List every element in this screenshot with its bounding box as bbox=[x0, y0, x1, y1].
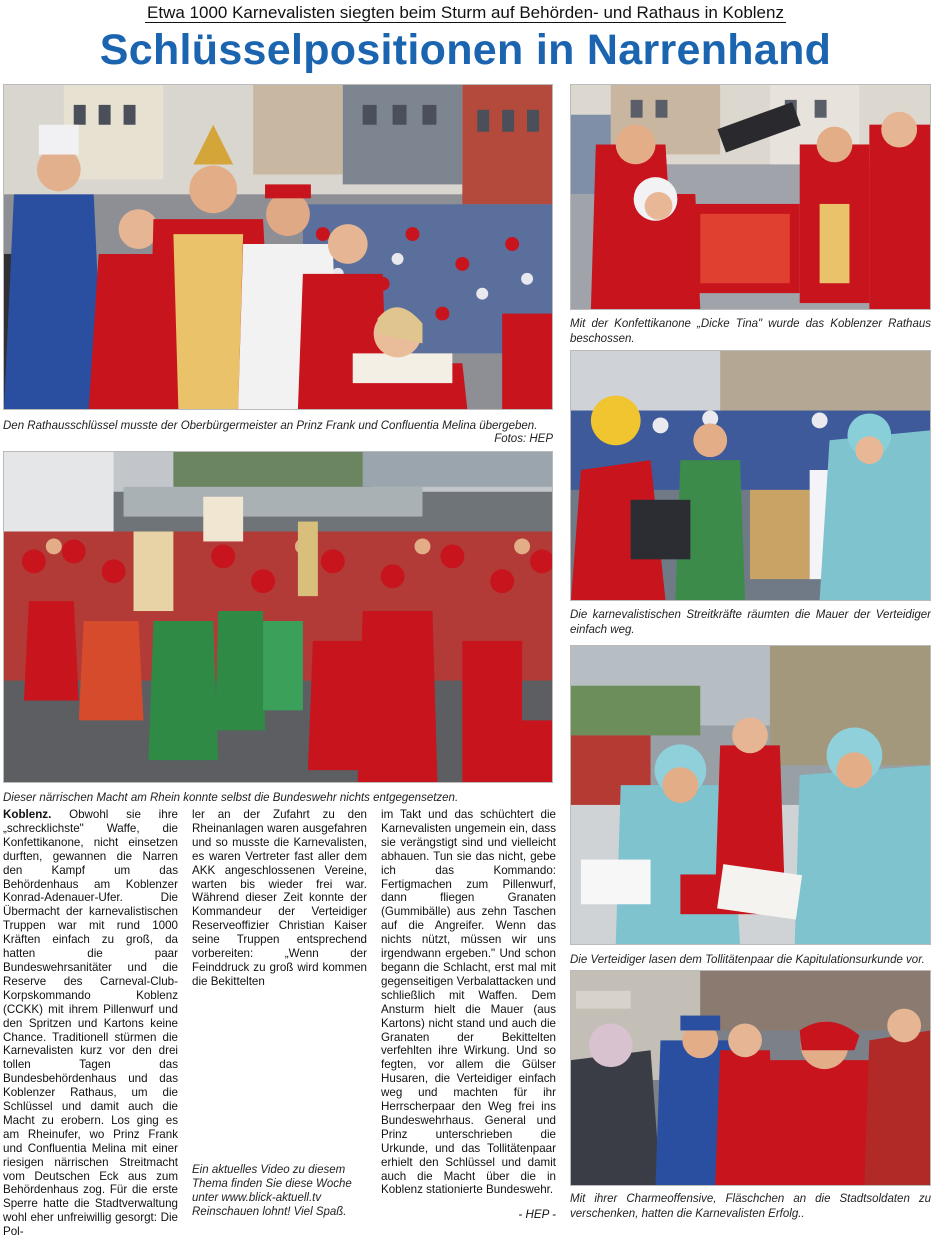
headline: Schlüsselpositionen in Narrenhand bbox=[99, 26, 832, 74]
caption-rhine-march: Dieser närrischen Macht am Rhein konnte selbst die Bundeswehr nichts entgegensetzen. bbox=[3, 792, 459, 804]
photo-wall-cleared bbox=[570, 350, 931, 601]
photo-credit: Fotos: HEP bbox=[494, 433, 553, 445]
caption-confetti-cannon: Mit der Konfettikanone „Dicke Tina" wurde das Koblenzer Rathaus beschossen. bbox=[570, 318, 931, 345]
article-text-3: im Takt und das schüchtert die Karnevalisten ungemein ein, dass sie verängstigt sind und vielleicht abhauen. Tun sie das nicht, gebe ich das Kommando: Fertigmachen zum Pillenwurf, dann fliegen Granaten (Gummibälle) aus zehn Taschen auf die Angreifer. Wenn das nichts nützt, müssen wir uns irgendwann ergeben." Und schon begann die Schlacht, erst mal mit gegenseitigen Verbalattacken und schließlich mit Waffen. Dem Ansturm hielt die Mauer (aus Kartons) nicht stand und auch die Granaten der Bekittelten verfehlten ihre Wirkung. Und so fegten, vor allem die Gülser Husaren, die Verteidiger einfach weg und machten für ihr Herrscherpaar den Weg frei ins Bundeswehrhaus. General und Prinz unterschrieben die Urkunde, und das Tollitätenpaar erhielt den Schlüssel und damit auch die Macht über die in Koblenz stationierte Bundeswehr. bbox=[381, 808, 556, 1197]
photo-confetti-cannon bbox=[570, 84, 931, 310]
article-text-2: ler an der Zufahrt zu den Rheinanlagen waren ausgefahren und so musste die Karnevalisten, es waren Vertreter fast aller dem AKK angeschlossenen Vereine, warten bis wieder frei war. Während dieser Zeit konnte der Kommandeur der Verteidiger Reserveoffizier Christian Kaiser seine Truppen entsprechend vorbereiten: „Wenn der Feinddruck zu groß wird kommen die Bekittelten bbox=[192, 808, 367, 988]
article-text-1: Obwohl sie ihre „schrecklichste" Waffe, die Konfettikanone, nicht einsetzen durften, gewannen die Narren den Kampf um das Behördenhaus am Koblenzer Konrad-Adenauer-Ufer. Die Übermacht der karnevalistischen Truppen war mit rund 1000 Kräften einfach zu groß, da hatten die paar Bundeswehrsanitäter und die Reserve des Carneval-Club-Korpskommando Koblenz (CCKK) mit ihrem Pillenwurf und den Spritzen und Kartons keine Chance. Traditionell stürmen die Karnevalisten kurz vor den drei tollen Tagen das Bundesbehördenhaus und das Koblenzer Rathaus, um die Schlüssel und damit auch die Macht zu erobern. Los ging es am Rheinufer, wo Prinz Frank und Confluentia Melina mit einer riesigen närrischen Streitmacht vom Deutschen Eck aus zum Behördenhaus zog. Für die erste Sperre hatte die Stadtverwaltung wohl eher unfreiwillig gesorgt: Die Pol- bbox=[3, 808, 178, 1239]
caption-capitulation: Die Verteidiger lasen dem Tollitätenpaar die Kapitulationsurkunde vor. bbox=[570, 954, 925, 966]
article-body bbox=[3, 808, 556, 1239]
photo-rhine-march bbox=[3, 451, 553, 783]
kicker: Etwa 1000 Karnevalisten siegten beim Sturm auf Behörden- und Rathaus in Koblenz bbox=[147, 3, 784, 22]
photo-capitulation bbox=[570, 645, 931, 945]
photo-charm-offensive bbox=[570, 970, 931, 1186]
article-column-3 bbox=[381, 808, 556, 1223]
caption-charm-offensive: Mit ihrer Charmeoffensive, Fläschchen an die Stadtsoldaten zu verschenken, hatten die Karnevalisten Erfolg.. bbox=[570, 1193, 931, 1220]
byline: - HEP - bbox=[518, 1208, 556, 1221]
dateline: Koblenz. bbox=[3, 808, 52, 821]
article-column-2 bbox=[192, 808, 367, 1223]
caption-wall-cleared: Die karnevalistischen Streitkräfte räumten die Mauer der Verteidiger einfach weg. bbox=[570, 609, 931, 636]
video-note: Ein aktuelles Video zu diesem Thema finden Sie diese Woche unter www.blick-aktuell.tv Reinschauen lohnt! Viel Spaß. bbox=[192, 1164, 352, 1218]
photo-key-handover bbox=[3, 84, 553, 410]
caption-key-handover: Den Rathausschlüssel musste der Oberbürgermeister an Prinz Frank und Confluentia Melina übergeben. bbox=[3, 420, 538, 432]
article-column-1 bbox=[3, 808, 178, 1239]
